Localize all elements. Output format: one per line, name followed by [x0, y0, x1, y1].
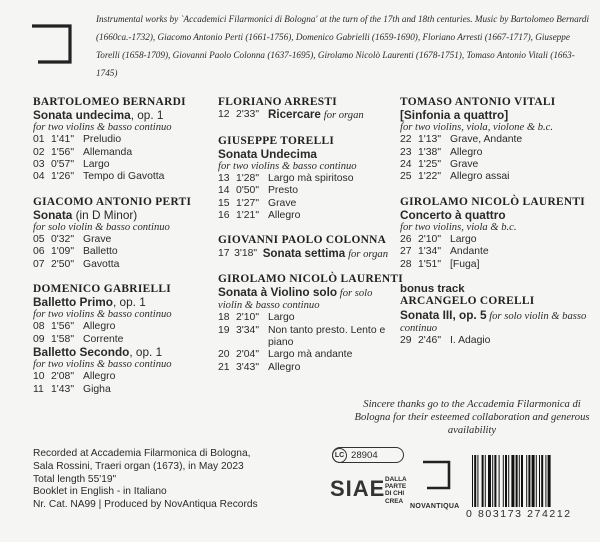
- composer-name: TOMASO ANTONIO VITALI: [400, 96, 556, 108]
- intro-text: Instrumental works by `Accademici Filarmonici di Bologna' at the turn of the 17th and 18th centuries. Music by Bartolomeo Bernardi (1660ca.-1732), Giacomo Antonio Perti (1661-1756), Domenico Gabrielli (1659-1690), Floriano Arresti (1667-1717), Giuseppe Torelli (1658-1709), Giovanni Paolo Colonna (1637-1695), Girolamo Nicolò Laurenti (1678-1751), Tomaso Antonio Vitali (1663-1745): [96, 14, 590, 78]
- track-row: 04 1'26" Tempo di Gavotta: [33, 171, 165, 183]
- arresti-block: [218, 96, 388, 123]
- work-title: Sonata à Violino solo for solo violin & basso continuo: [218, 285, 373, 312]
- composer-name: GIROLAMO NICOLÒ LAURENTI: [400, 195, 586, 208]
- track-row: 12 2'33" Ricercare for organ: [218, 108, 364, 122]
- torelli-block: [218, 135, 388, 223]
- composer-name: FLORIANO ARRESTI: [218, 96, 338, 108]
- track-row: 22 1'13" Grave, Andante: [400, 134, 523, 146]
- track-row: 13 1'28" Largo mà spiritoso: [218, 172, 354, 184]
- recording-info: Recorded at Accademia Filarmonica di Bologna, Sala Rossini, Traeri organ (1673), in May 2023 Total length 55'19" Booklet in English - in Italiano Nr. Cat. NA99 | Produced by NovAntiqua Records: [33, 448, 258, 511]
- column-1: [33, 96, 208, 396]
- corelli-block: [400, 283, 592, 347]
- work-title: Sonata Undecima: [218, 146, 317, 161]
- instrumentation: for solo violin & basso continuo: [33, 222, 170, 234]
- instrumentation: for two violins & basso continuo: [33, 309, 172, 321]
- work-title: Concerto à quattro: [400, 208, 506, 223]
- track-row: 29 2'46" I. Adagio: [400, 334, 491, 346]
- track-row: 05 0'32" Grave: [33, 234, 112, 246]
- track-row: 25 1'22" Allegro assai: [400, 171, 510, 183]
- colonna-block: [218, 234, 388, 261]
- track-row: 14 0'50" Presto: [218, 185, 299, 197]
- instrumentation: for two violins, viola & b.c.: [400, 222, 517, 234]
- track-row: 02 1'56" Allemanda: [33, 146, 133, 158]
- composer-name: BARTOLOMEO BERNARDI: [33, 96, 186, 108]
- barcode-number: 0 803173 274212: [466, 508, 572, 520]
- track-row: 06 1'09" Balletto: [33, 246, 118, 258]
- lc-icon: LC: [332, 448, 347, 463]
- bonus-track-label: bonus track: [400, 283, 465, 296]
- novantiqua-logo-icon: [30, 24, 72, 64]
- siae-tagline: DALLA PARTE DI CHI CREA: [385, 476, 407, 505]
- track-row: 03 0'57" Largo: [33, 159, 110, 171]
- instrumentation: for two violins & basso continuo: [218, 160, 357, 172]
- vitali-block: [400, 96, 592, 184]
- track-row: 07 2'50" Gavotta: [33, 258, 120, 270]
- track-row: 15 1'27" Grave: [218, 197, 297, 209]
- track-row: 26 2'10" Largo: [400, 234, 477, 246]
- bernardi-block: [33, 96, 208, 184]
- track-row: 18 2'10" Largo: [218, 312, 295, 324]
- laurenti-sonata-block: [218, 273, 404, 374]
- composer-name: GIROLAMO NICOLÒ LAURENTI: [218, 273, 404, 286]
- gabrielli-block: [33, 283, 208, 396]
- composer-name: DOMENICO GABRIELLI: [33, 283, 171, 296]
- track-row: 10 2'08" Allegro: [33, 371, 116, 383]
- track-row: 23 1'38" Allegro: [400, 146, 483, 158]
- instrumentation: for two violins & basso continuo: [33, 359, 172, 371]
- track-list: [33, 134, 208, 184]
- track-row: 19 3'34" Non tanto presto. Lento e piano: [218, 324, 386, 349]
- track-row: 11 1'43" Gigha: [33, 383, 111, 395]
- instrumentation: for two violins & basso continuo: [33, 122, 172, 134]
- track-row: 16 1'21" Allegro: [218, 210, 301, 222]
- track-row: 08 1'56" Allegro: [33, 321, 116, 333]
- track-row: 17 3'18" Sonata settima for organ: [218, 246, 388, 260]
- thanks-note: Sincere thanks go to the Accademia Filarmonica di Bologna for their esteemed collaboration and generous availability: [354, 399, 590, 436]
- novantiqua-small-logo-icon: [421, 460, 451, 490]
- perti-block: [33, 196, 208, 271]
- composer-name: GIUSEPPE TORELLI: [218, 134, 335, 147]
- composer-name: GIACOMO ANTONIO PERTI: [33, 195, 192, 208]
- work-title: Sonata (in D Minor): [33, 208, 138, 223]
- track-row: 20 2'04" Largo mà andante: [218, 349, 353, 361]
- label-code-badge: [332, 447, 404, 463]
- track-row: 28 1'51" [Fuga]: [400, 258, 480, 270]
- track-row: 27 1'34" Andante: [400, 246, 489, 258]
- track-row: 09 1'58" Corrente: [33, 333, 124, 345]
- column-2: [218, 96, 404, 374]
- barcode-icon: [470, 455, 588, 507]
- track-row: 24 1'25" Grave: [400, 159, 479, 171]
- siae-logo: SIAE: [330, 476, 386, 501]
- track-row: 21 3'43" Allegro: [218, 361, 301, 373]
- track-row: 01 1'41" Preludio: [33, 134, 122, 146]
- work-title: [Sinfonia a quattro]: [400, 108, 509, 123]
- composer-name: GIOVANNI PAOLO COLONNA: [218, 234, 387, 247]
- work-title: Sonata III, op. 5 for solo violin & basso continuo: [400, 307, 587, 334]
- composer-name: ARCANGELO CORELLI: [400, 295, 535, 308]
- laurenti-concerto-block: [400, 196, 592, 271]
- instrumentation: for two violins, viola, violone & b.c.: [400, 122, 554, 134]
- work-title: Sonata undecima, op. 1: [33, 108, 164, 123]
- work-title: Balletto Primo, op. 1: [33, 295, 146, 310]
- column-3: [400, 96, 592, 347]
- label-name: NOVANTIQUA: [410, 503, 460, 510]
- label-code-number: 28904: [351, 449, 378, 461]
- work-title: Balletto Secondo, op. 1: [33, 345, 163, 360]
